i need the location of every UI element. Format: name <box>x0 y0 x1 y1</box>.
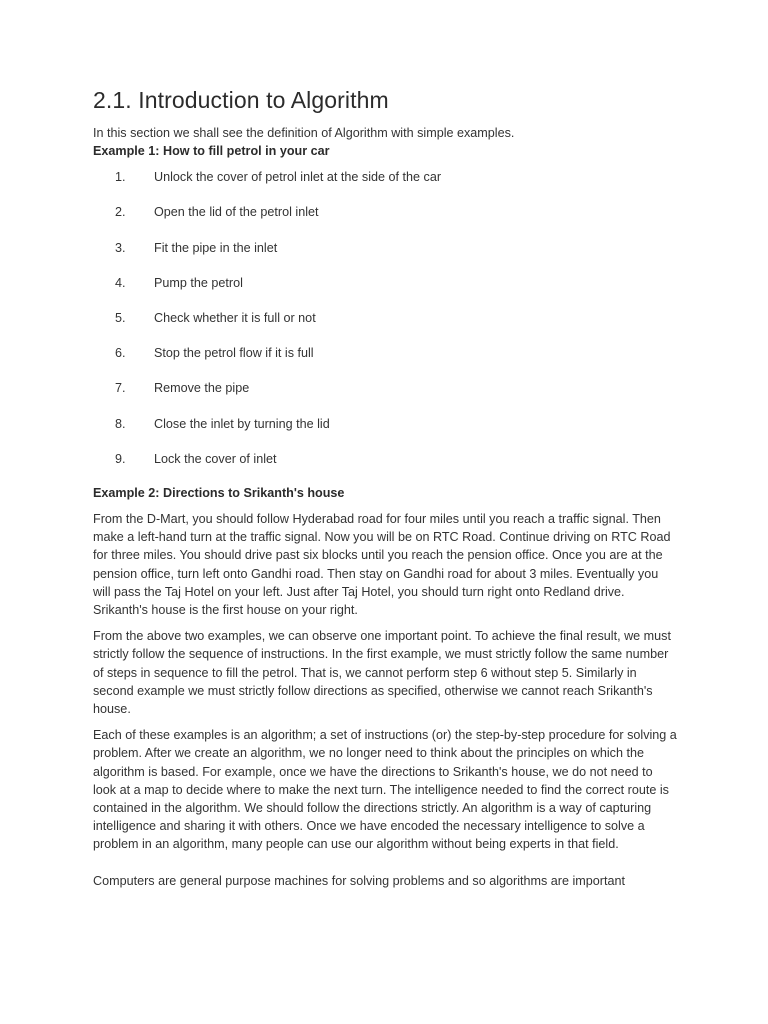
list-item <box>93 415 678 450</box>
computers-paragraph: Computers are general purpose machines for solving problems and so algorithms are important <box>93 873 625 888</box>
step-text: Lock the cover of inlet <box>154 451 277 466</box>
step-number: 9. <box>115 451 126 466</box>
document-page <box>93 84 678 890</box>
step-number: 8. <box>115 416 126 431</box>
algorithm-definition-paragraph: Each of these examples is an algorithm; a set of instructions (or) the step-by-step procedure for solving a problem. After we create an algorithm, we no longer need to think about the principles on which the algorithm is based. For example, once we have the directions to Srikanth's house, we do not need to look at a map to decide where to make the next turn. The intelligence needed to find the correct route is contained in the algorithm. We should follow the directions strictly. An algorithm is a way of capturing intelligence and sharing it with others. Once we have encoded the necessary intelligence to solve a problem in an algorithm, many people can use our algorithm without being experts in that field. <box>93 728 677 852</box>
step-number: 6. <box>115 346 126 361</box>
step-number: 1. <box>115 170 126 185</box>
intro-paragraph: In this section we shall see the definition of Algorithm with simple examples. <box>93 126 515 140</box>
list-item <box>93 239 678 274</box>
step-text: Pump the petrol <box>154 275 243 290</box>
step-text: Stop the petrol flow if it is full <box>154 346 314 361</box>
step-text: Fit the pipe in the inlet <box>154 240 278 255</box>
list-item <box>93 168 678 203</box>
step-number: 3. <box>115 240 126 255</box>
step-text: Check whether it is full or not <box>154 310 316 325</box>
list-item <box>93 344 678 379</box>
list-item <box>93 379 678 414</box>
step-text: Close the inlet by turning the lid <box>154 416 330 431</box>
list-item <box>93 309 678 344</box>
step-number: 7. <box>115 381 126 396</box>
example-1-heading: Example 1: How to fill petrol in your car <box>93 144 330 159</box>
list-item <box>93 450 678 485</box>
directions-paragraph: From the D-Mart, you should follow Hyderabad road for four miles until you reach a traffic signal. Then make a left-hand turn at the traffic signal. Now you will be on RTC Road. Continue driving on RTC Road for three miles. You should drive past six blocks until you reach the pension office. Once you are at the pension office, turn left onto Gandhi road. Then stay on Gandhi road for about 3 miles. Eventually you will pass the Taj Hotel on your left. Just after Taj Hotel, you should turn right onto Redland drive. Srikanth's house is the first house on your right. <box>93 511 671 617</box>
list-item <box>93 274 678 309</box>
step-text: Unlock the cover of petrol inlet at the side of the car <box>154 170 442 185</box>
example-2-heading: Example 2: Directions to Srikanth's house <box>93 485 345 500</box>
list-item <box>93 203 678 238</box>
section-title: 2.1. Introduction to Algorithm <box>93 87 389 113</box>
step-number: 5. <box>115 310 126 325</box>
petrol-steps-list <box>93 168 678 485</box>
observation-paragraph: From the above two examples, we can observe one important point. To achieve the final result, we must strictly follow the sequence of instructions. In the first example, we must strictly follow the same number of steps in sequence to fill the petrol. That is, we cannot perform step 6 without step 5. Similarly in second example we must strictly follow directions as specified, otherwise we cannot reach Srikanth's house. <box>93 629 671 716</box>
step-text: Remove the pipe <box>154 381 250 396</box>
step-number: 2. <box>115 205 126 220</box>
step-number: 4. <box>115 275 126 290</box>
step-text: Open the lid of the petrol inlet <box>154 205 319 220</box>
